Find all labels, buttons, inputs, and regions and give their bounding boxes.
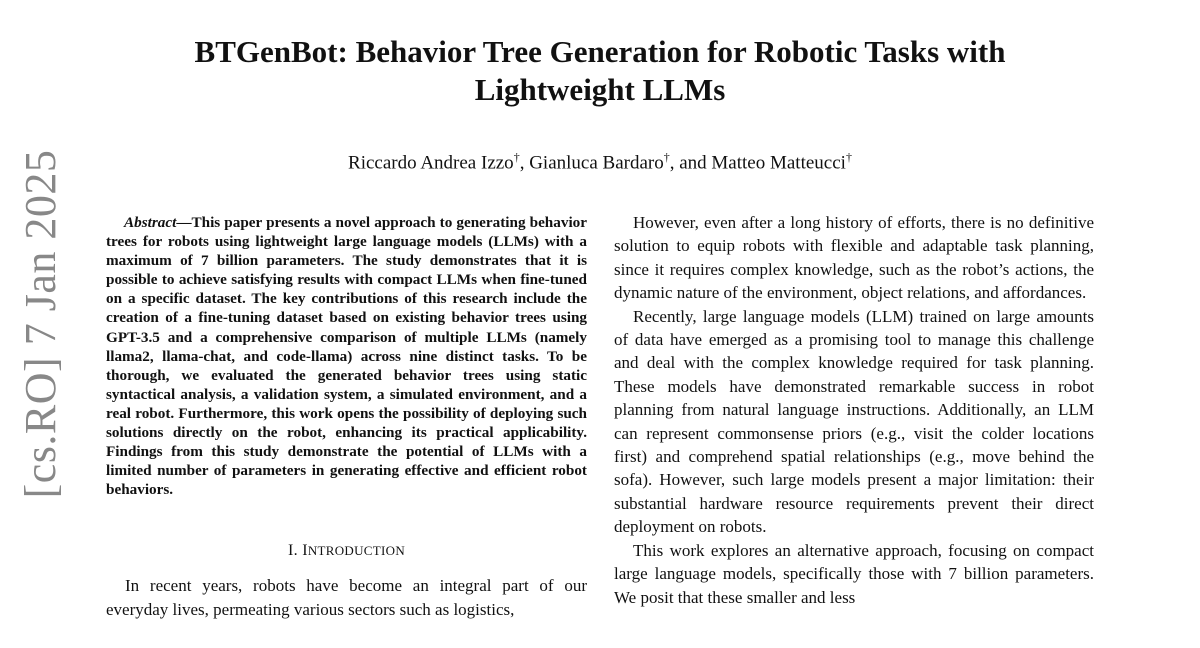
affiliation-mark: †: [845, 150, 852, 164]
author-separator: , and: [669, 152, 712, 174]
right-column: [614, 211, 1094, 609]
author-name: Riccardo Andrea Izzo: [348, 152, 514, 174]
abstract: [106, 213, 587, 499]
author-separator: ,: [519, 152, 530, 174]
section-heading-introduction: [106, 542, 587, 560]
arxiv-stamp-text: [cs.RO] 7 Jan 2025: [16, 149, 65, 499]
section-title-rest: NTRODUCTION: [307, 543, 406, 559]
affiliation-mark: †: [663, 150, 670, 164]
abstract-dash: —: [176, 214, 192, 231]
body-paragraph: Recently, large language models (LLM) trained on large amounts of data have emerged as a promising tool to manage this challenge and deal with the complex knowledge required for task planning. These models have demonstrated remarkable success in robot planning from natural language instructions. Additionally, an LLM can represent commonsense priors (e.g., visit the colder locations first) and comprehend spatial relationships (e.g., move behind the sofa). However, such large models present a major limitation: their substantial hardware resource requirements prevent their direct deployment on robots.: [614, 306, 1094, 537]
author-name: Gianluca Bardaro: [529, 152, 664, 174]
paper-title: BTGenBot: Behavior Tree Generation for Robotic Tasks with Lightweight LLMs: [194, 34, 1006, 107]
intro-paragraph: In recent years, robots have become an integral part of our everyday lives, permeating various sectors such as logistics,: [106, 576, 587, 619]
section-numeral: I.: [287, 542, 303, 560]
left-column: [106, 213, 587, 621]
affiliation-mark: †: [513, 150, 520, 164]
section-title-initial: I: [302, 542, 308, 560]
author-name: Matteo Matteucci: [711, 152, 846, 174]
body-paragraph: This work explores an alternative approach, focusing on compact large language models, specifically those with 7 billion parameters. We posit that these smaller and less: [614, 540, 1094, 607]
abstract-label: Abstract: [124, 214, 177, 231]
abstract-text: This paper presents a novel approach to generating behavior trees for robots using lightweight large language models (LLMs) with a maximum of 7 billion parameters. The study demonstrates that it is possible to achieve satisfying results with compact LLMs when fine-tuned on a specific dataset. The key contributions of this research include the creation of a fine-tuning dataset based on existing behavior trees using GPT-3.5 and a comprehensive comparison of multiple LLMs (namely llama2, llama-chat, and code-llama) across nine distinct tasks. To be thorough, we evaluated the generated behavior trees using static syntactical analysis, a validation system, a simulated environment, and a real robot. Furthermore, this work opens the possibility of deploying such solutions directly on the robot, enhancing its practical applicability. Findings from this study demonstrate the potential of LLMs with a limited number of parameters in generating effective and efficient robot behaviors.: [106, 214, 587, 499]
author-list: [150, 145, 1050, 175]
body-paragraph: However, even after a long history of efforts, there is no definitive solution to equip robots with flexible and adaptable task planning, since it requires complex knowledge, such as the robot’s actions, the dynamic nature of the environment, object relations, and affordances.: [614, 213, 1094, 303]
